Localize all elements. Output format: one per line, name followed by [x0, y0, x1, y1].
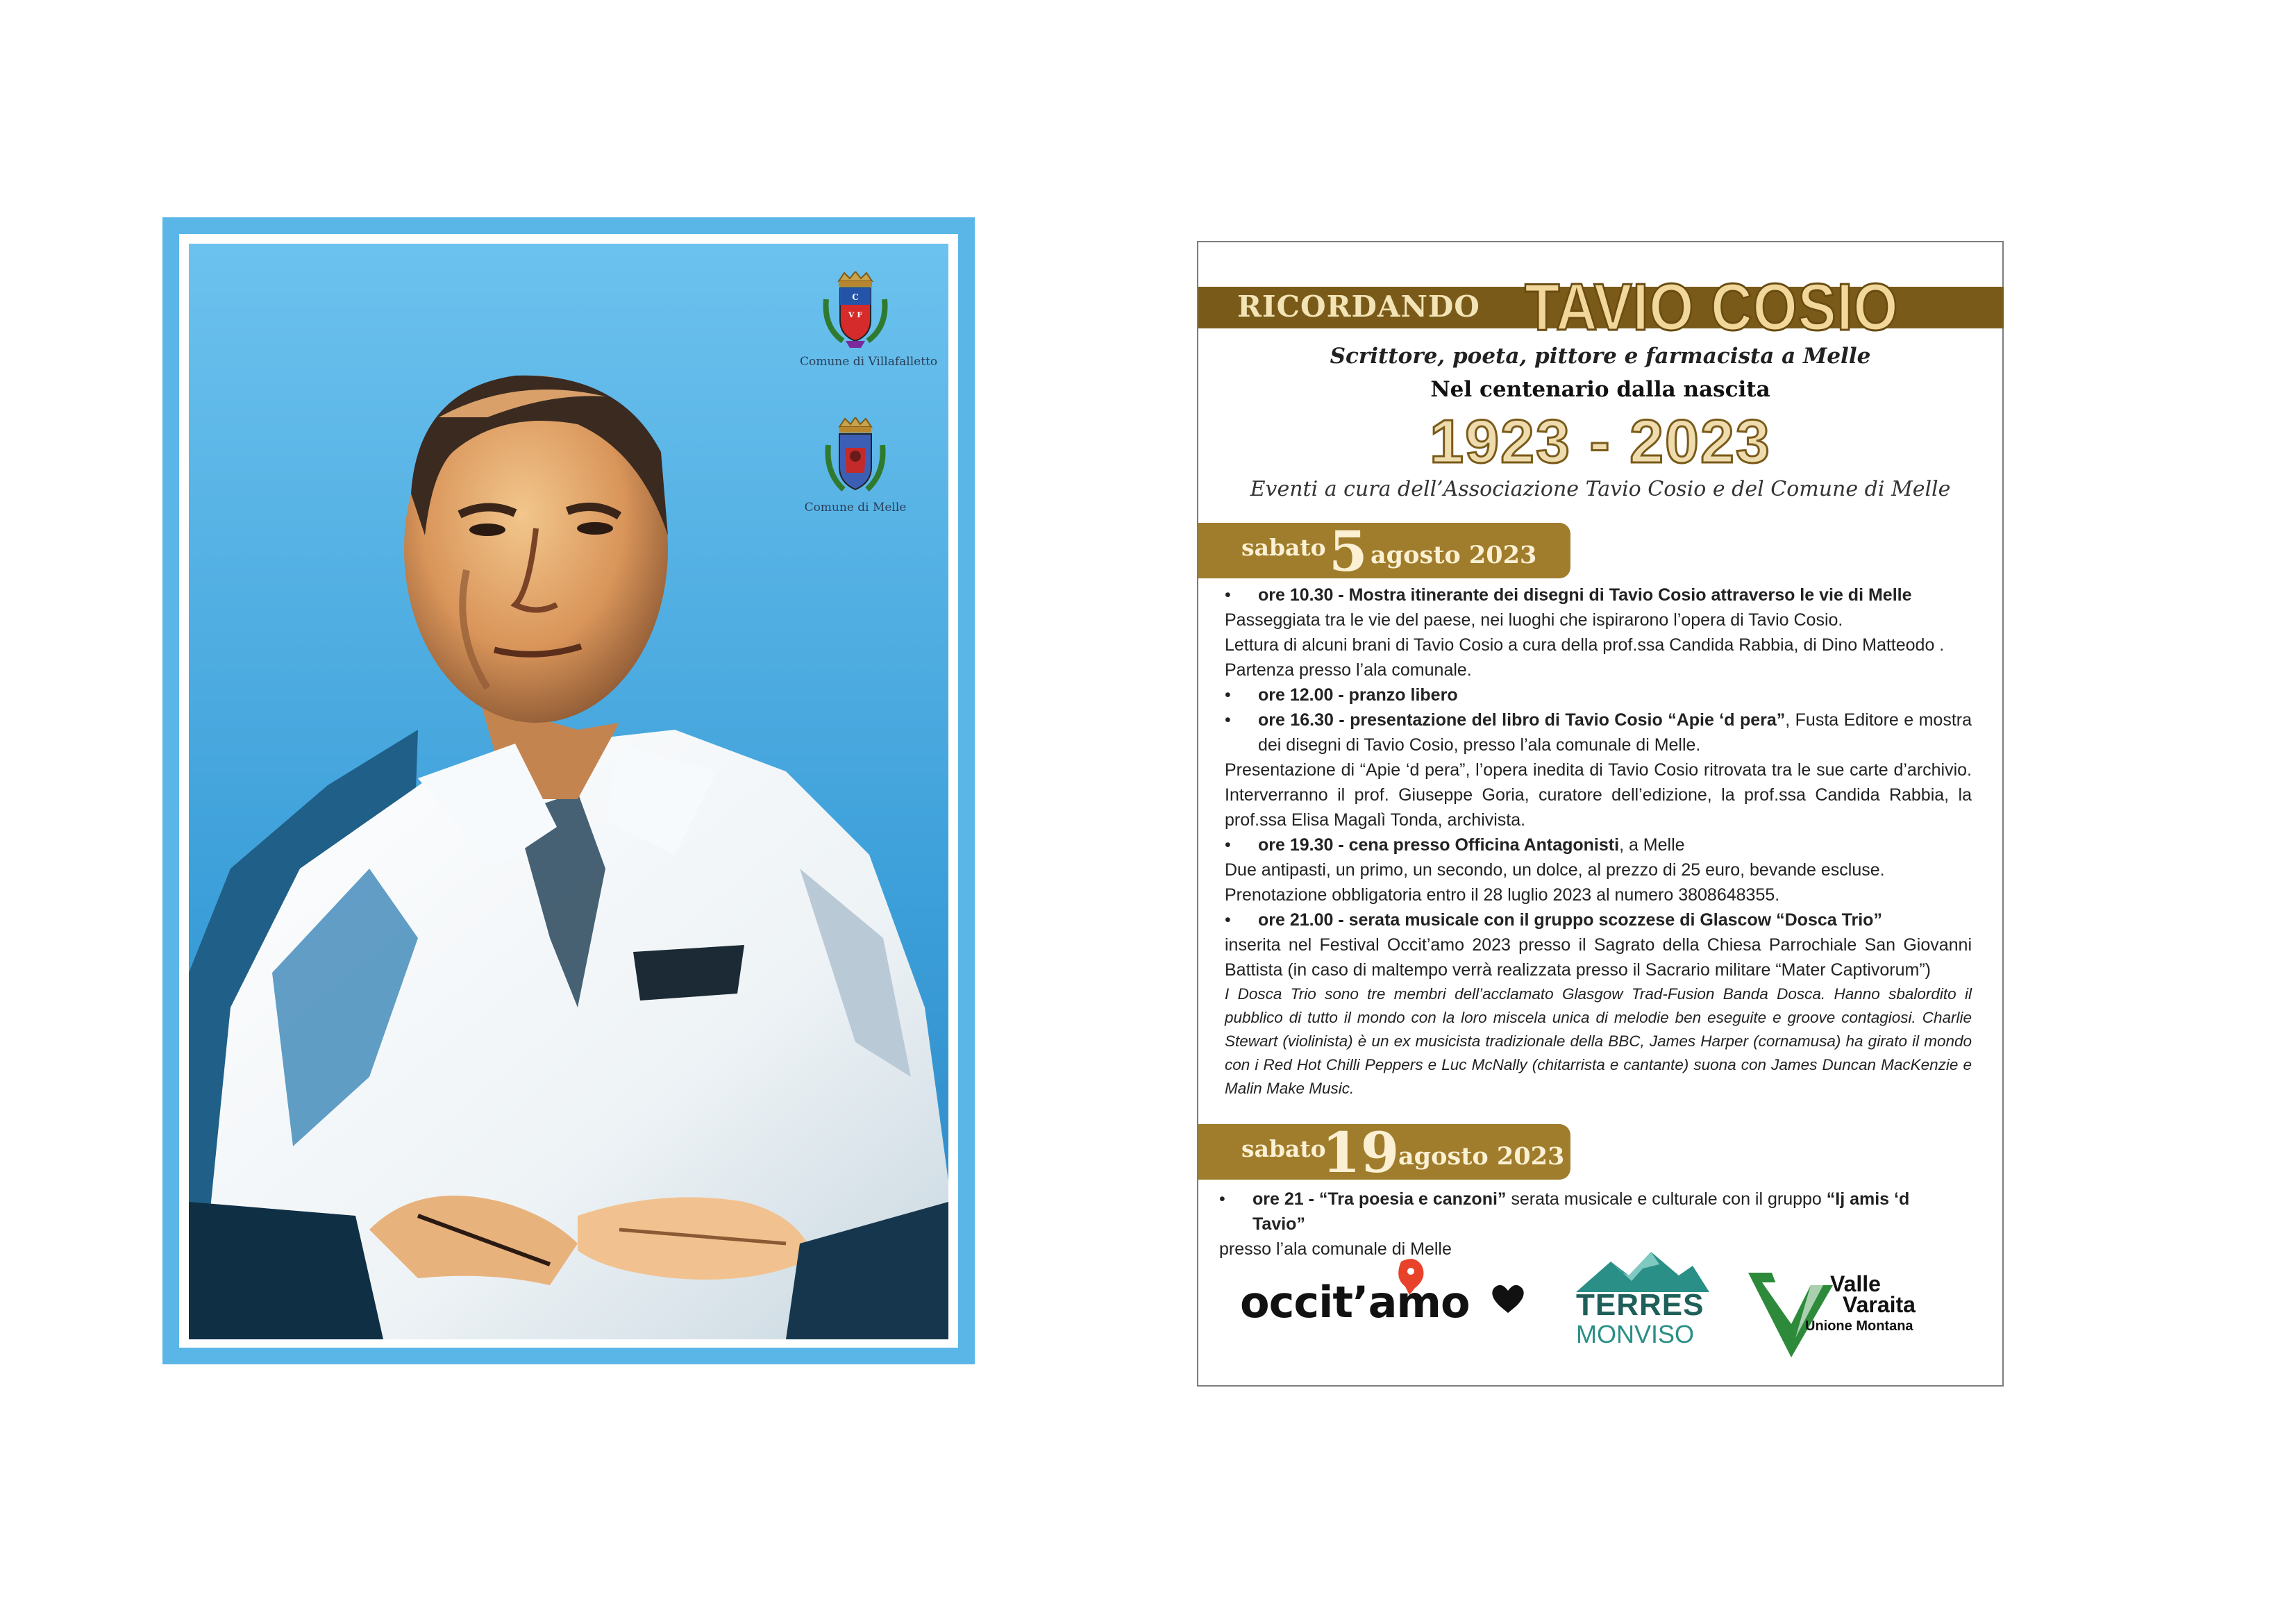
title-prefix: RICORDANDO	[1237, 290, 1480, 324]
date-weekday: sabato	[1241, 1135, 1326, 1162]
event-description: inserita nel Festival Occit’amo 2023 presso il Sagrato della Chiesa Parrochiale San Giovanni Battista (in caso di maltempo verrà realizzata presso il Sacrario militare “Mater Captivorum”)	[1225, 935, 1972, 980]
terres-line1: TERRES	[1576, 1288, 1704, 1322]
list-item: • ore 10.30 - Mostra itinerante dei disegni di Tavio Cosio attraverso le vie di Melle	[1225, 585, 1912, 605]
event-description: Presentazione di “Apie ‘d pera”, l’opera inedita di Tavio Cosio ritrovata tra le sue carte d’archivio. Interverranno il prof. Giuseppe Goria, curatore dell’edizione, la prof.ssa Candida Rabbia, la prof.ssa Elisa Magalì Tonda, archivista.	[1225, 760, 1972, 830]
crest-label: Comune di Villafalletto	[800, 355, 938, 369]
event-note: I Dosca Trio sono tre membri dell’acclamato Glasgow Trad-Fusion Banda Dosca. Hanno sbalordito il pubblico di tutto il mondo con la loro miscela unica di melodie ben eseguite e groove contagiosi. Charlie Stewart (violinista) è un ex musicista tradizionale della BBC, James Harper (cornamusa) ha girato il mondo con i Red Hot Chilli Peppers e Luc McNally (chitarrista e cantante) suona con James Duncan MacKenzie e Malin Make Music.	[1225, 985, 1972, 1097]
svg-text:C: C	[852, 292, 859, 302]
date-banner-19-august	[1198, 1120, 1570, 1185]
date-day-number: 5	[1329, 519, 1368, 584]
date-day-number: 19	[1322, 1120, 1400, 1185]
terres-line2: MONVISO	[1576, 1320, 1695, 1348]
date-weekday: sabato	[1241, 534, 1326, 561]
list-item: • ore 16.30 - presentazione del libro di Tavio Cosio “Apie ‘d pera”, Fusta Editore e mostra dei disegni di Tavio Cosio, presso l’ala comunale di Melle.	[1225, 710, 1972, 755]
event-description: presso l’ala comunale di Melle	[1219, 1239, 1452, 1259]
date-month-year: agosto 2023	[1371, 541, 1537, 569]
list-item: • ore 12.00 - pranzo libero	[1225, 685, 1458, 705]
event-description: Lettura di alcuni brani di Tavio Cosio a cura della prof.ssa Candida Rabbia, di Dino Matteodo .	[1225, 635, 1945, 655]
crest-label: Comune di Melle	[804, 501, 907, 514]
event-description: Passeggiata tra le vie del paese, nei luoghi che ispirarono l’opera di Tavio Cosio.	[1225, 610, 1843, 630]
valle-line1: Valle	[1830, 1271, 1881, 1296]
portrait-illustration	[189, 244, 948, 1339]
day1-schedule	[1225, 583, 1972, 1100]
title-band-tail	[1979, 287, 2004, 328]
crest-melle	[800, 417, 911, 514]
subtitle: Scrittore, poeta, pittore e farmacista a Melle	[1330, 344, 1871, 369]
occitamo-logo	[1240, 1255, 1532, 1331]
title-name: TAVIO COSIO	[1525, 270, 1899, 344]
valle-varaita-logo	[1747, 1269, 1955, 1359]
event-program	[1197, 241, 2004, 1387]
svg-text:V F: V F	[848, 310, 863, 319]
terres-monviso-logo	[1573, 1248, 1712, 1352]
occitamo-text: occit’amo	[1240, 1277, 1470, 1328]
organizers-line: Eventi a cura dell’Associazione Tavio Cosio e del Comune di Melle	[1250, 477, 1951, 501]
event-description: Partenza presso l’ala comunale.	[1225, 660, 1472, 680]
portrait-frame	[162, 217, 975, 1364]
portrait-border	[179, 234, 958, 1348]
list-item: • ore 21 - “Tra poesia e canzoni” serata musicale e culturale con il gruppo “Ij amis ‘d Tavio”	[1219, 1189, 1910, 1234]
valle-varaita-mark-icon	[1747, 1269, 1837, 1359]
date-month-year: agosto 2023	[1398, 1142, 1565, 1171]
list-item: • ore 21.00 - serata musicale con il gruppo scozzese di Glascow “Dosca Trio”	[1225, 910, 1882, 930]
valle-line3: Unione Montana	[1805, 1319, 1913, 1334]
crest-villafalletto	[800, 271, 938, 369]
portrait-painting	[189, 244, 948, 1339]
list-item: • ore 19.30 - cena presso Officina Antagonisti, a Melle	[1225, 835, 1685, 855]
coat-of-arms-icon	[822, 271, 889, 355]
date-banner-5-august	[1198, 519, 1570, 584]
valle-line2: Varaita	[1843, 1292, 1916, 1317]
event-description: Due antipasti, un primo, un secondo, un dolce, al prezzo di 25 euro, bevande escluse.	[1225, 860, 1885, 880]
years-heading: 1923 - 2023	[1430, 407, 1771, 476]
coat-of-arms-icon	[824, 417, 887, 501]
event-description: Prenotazione obbligatoria entro il 28 luglio 2023 al numero 3808648355.	[1225, 885, 1780, 905]
centenary-line: Nel centenario dalla nascita	[1430, 377, 1770, 402]
